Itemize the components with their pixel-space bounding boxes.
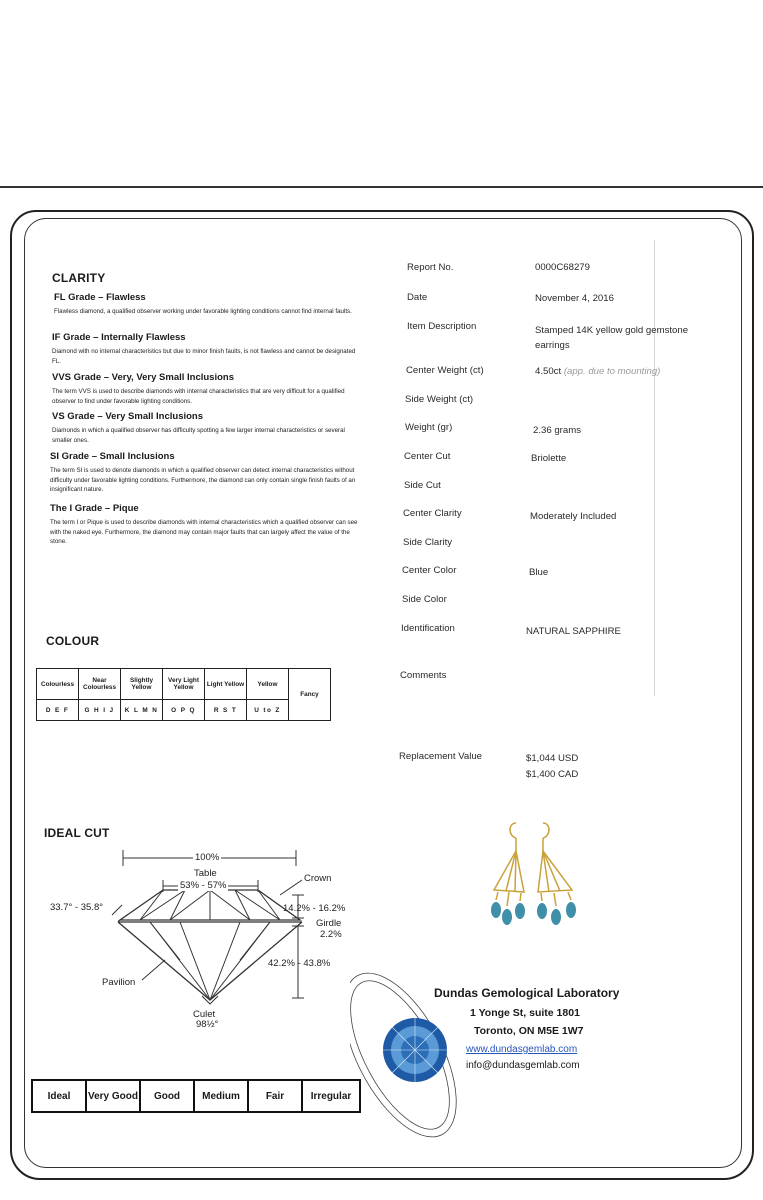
report-label-center-color: Center Color — [402, 565, 457, 576]
report-label-item-description: Item Description — [407, 321, 477, 332]
lab-address-line1: 1 Yonge St, suite 1801 — [470, 1007, 580, 1019]
report-label-side-clarity: Side Clarity — [403, 537, 453, 548]
grade-if-title: IF Grade – Internally Flawless — [52, 332, 186, 343]
grade-vvs-desc: The term VVS is used to describe diamonds with internal characteristics that are very difficult for a qualified observer to find under favorable lighting conditions. — [52, 388, 345, 405]
grade-fl-title: FL Grade – Flawless — [54, 292, 146, 303]
report-value-date: November 4, 2016 — [535, 293, 614, 304]
grade-fl-desc: Flawless diamond, a qualified observer working under favorable lighting conditions cannot find internal faults. — [54, 308, 352, 315]
colour-title: COLOUR — [46, 634, 100, 648]
colour-code-u-to-z: U to Z — [247, 700, 289, 721]
earrings-photo — [478, 818, 603, 933]
grade-si-desc: The term SI is used to denote diamonds in which a qualified observer can detect internal characteristics without difficulty under favorable lighting conditions. Furthermore, the diamond can only contain single finish faults of an insignificant nature. — [50, 467, 356, 494]
cut-grade-irregular: Irregular — [302, 1080, 360, 1112]
diagram-pavilion-label: Pavilion — [102, 977, 136, 988]
grade-if-desc: Diamond with no internal characteristics but due to minor finish faults, is not flawless and cannot be designated FL. — [52, 348, 356, 365]
cut-grade-fair: Fair — [248, 1080, 302, 1112]
colour-header-near-colourless: Near Colourless — [79, 669, 121, 700]
cut-grade-medium: Medium — [194, 1080, 248, 1112]
grade-i-desc: The term I or Pique is used to describe diamonds with internal characteristics which a qualified observer can see with the naked eye. Furthermore, the diamond may contain major faults that can largely affect the value of the stone. — [50, 519, 358, 546]
report-label-identification: Identification — [401, 623, 455, 634]
colour-header-fancy: Fancy — [289, 669, 331, 721]
report-value-center-color: Blue — [529, 567, 549, 578]
report-label-replacement-value: Replacement Value — [399, 751, 483, 762]
cut-grade-ideal: Ideal — [32, 1080, 86, 1112]
report-value-report-no: 0000C68279 — [535, 262, 590, 273]
cut-grade-very-good: Very Good — [86, 1080, 140, 1112]
colour-code-def: D E F — [37, 700, 79, 721]
diagram-crown-height: 14.2% - 16.2% — [283, 903, 346, 914]
report-value-center-cut: Briolette — [531, 453, 567, 464]
clarity-title: CLARITY — [52, 271, 106, 285]
report-label-weight-gr: Weight (gr) — [405, 422, 453, 433]
report-label-center-clarity: Center Clarity — [403, 508, 462, 519]
report-value-weight-gr: 2.36 grams — [533, 425, 581, 436]
report-value-center-weight — [535, 366, 660, 377]
diagram-total-width-label: 100% — [195, 852, 220, 863]
diagram-culet-label: Culet — [193, 1009, 216, 1020]
diagram-table-range: 53% - 57% — [180, 880, 227, 891]
diagram-table-label: Table — [194, 868, 217, 879]
grade-vvs-title: VVS Grade – Very, Very Small Inclusions — [52, 372, 234, 383]
grade-vs-title: VS Grade – Very Small Inclusions — [52, 411, 204, 422]
ideal-cut-title: IDEAL CUT — [44, 826, 110, 840]
report-value-replacement-usd: $1,044 USD — [526, 753, 579, 764]
diagram-girdle-label: Girdle — [316, 918, 342, 929]
grade-vs-desc: Diamonds in which a qualified observer has difficulty spotting a few larger internal characteristics or several smaller ones. — [52, 427, 345, 444]
report-value-item-description: Stamped 14K yellow gold gemstone earrings — [535, 325, 689, 351]
diagram-pavilion-depth: 42.2% - 43.8% — [268, 958, 331, 969]
colour-code-klmn: K L M N — [121, 700, 163, 721]
report-label-center-cut: Center Cut — [404, 451, 451, 462]
grade-si-title: SI Grade – Small Inclusions — [50, 451, 175, 462]
report-label-report-no: Report No. — [407, 262, 454, 273]
report-label-side-cut: Side Cut — [404, 480, 441, 491]
cut-grade-table — [31, 1079, 361, 1113]
center-weight-note: (app. due to mounting) — [563, 366, 661, 377]
report-label-comments: Comments — [400, 670, 447, 681]
diagram-girdle-value: 2.2% — [320, 929, 342, 940]
lab-address-line2: Toronto, ON M5E 1W7 — [474, 1025, 584, 1037]
colour-code-ghij: G H I J — [79, 700, 121, 721]
report-label-center-weight: Center Weight (ct) — [406, 365, 484, 376]
colour-header-very-light-yellow: Very Light Yellow — [163, 669, 205, 700]
report-label-side-color: Side Color — [402, 594, 447, 605]
report-value-identification: NATURAL SAPPHIRE — [526, 626, 621, 637]
diagram-crown-angle: 33.7° - 35.8° — [50, 902, 104, 913]
diagram-culet-value: 98½° — [196, 1019, 219, 1030]
colour-code-rst: R S T — [205, 700, 247, 721]
colour-header-light-yellow: Light Yellow — [205, 669, 247, 700]
lab-name: Dundas Gemological Laboratory — [434, 986, 620, 1000]
colour-header-yellow: Yellow — [247, 669, 289, 700]
grade-i-title: The I Grade – Pique — [50, 503, 139, 514]
cut-grade-good: Good — [140, 1080, 194, 1112]
report-value-center-clarity: Moderately Included — [530, 511, 617, 522]
report-divider-line — [654, 240, 655, 696]
colour-header-slightly-yellow: Slightly Yellow — [121, 669, 163, 700]
report-label-date: Date — [407, 292, 428, 303]
lab-website-link[interactable]: www.dundasgemlab.com — [466, 1044, 578, 1055]
colour-header-colourless: Colourless — [37, 669, 79, 700]
colour-code-opq: O P Q — [163, 700, 205, 721]
report-label-side-weight: Side Weight (ct) — [405, 394, 474, 405]
diagram-crown-label: Crown — [304, 873, 332, 884]
lab-email[interactable]: info@dundasgemlab.com — [466, 1060, 580, 1071]
report-value-replacement-cad: $1,400 CAD — [526, 769, 579, 780]
center-weight-value: 4.50ct — [535, 366, 562, 377]
